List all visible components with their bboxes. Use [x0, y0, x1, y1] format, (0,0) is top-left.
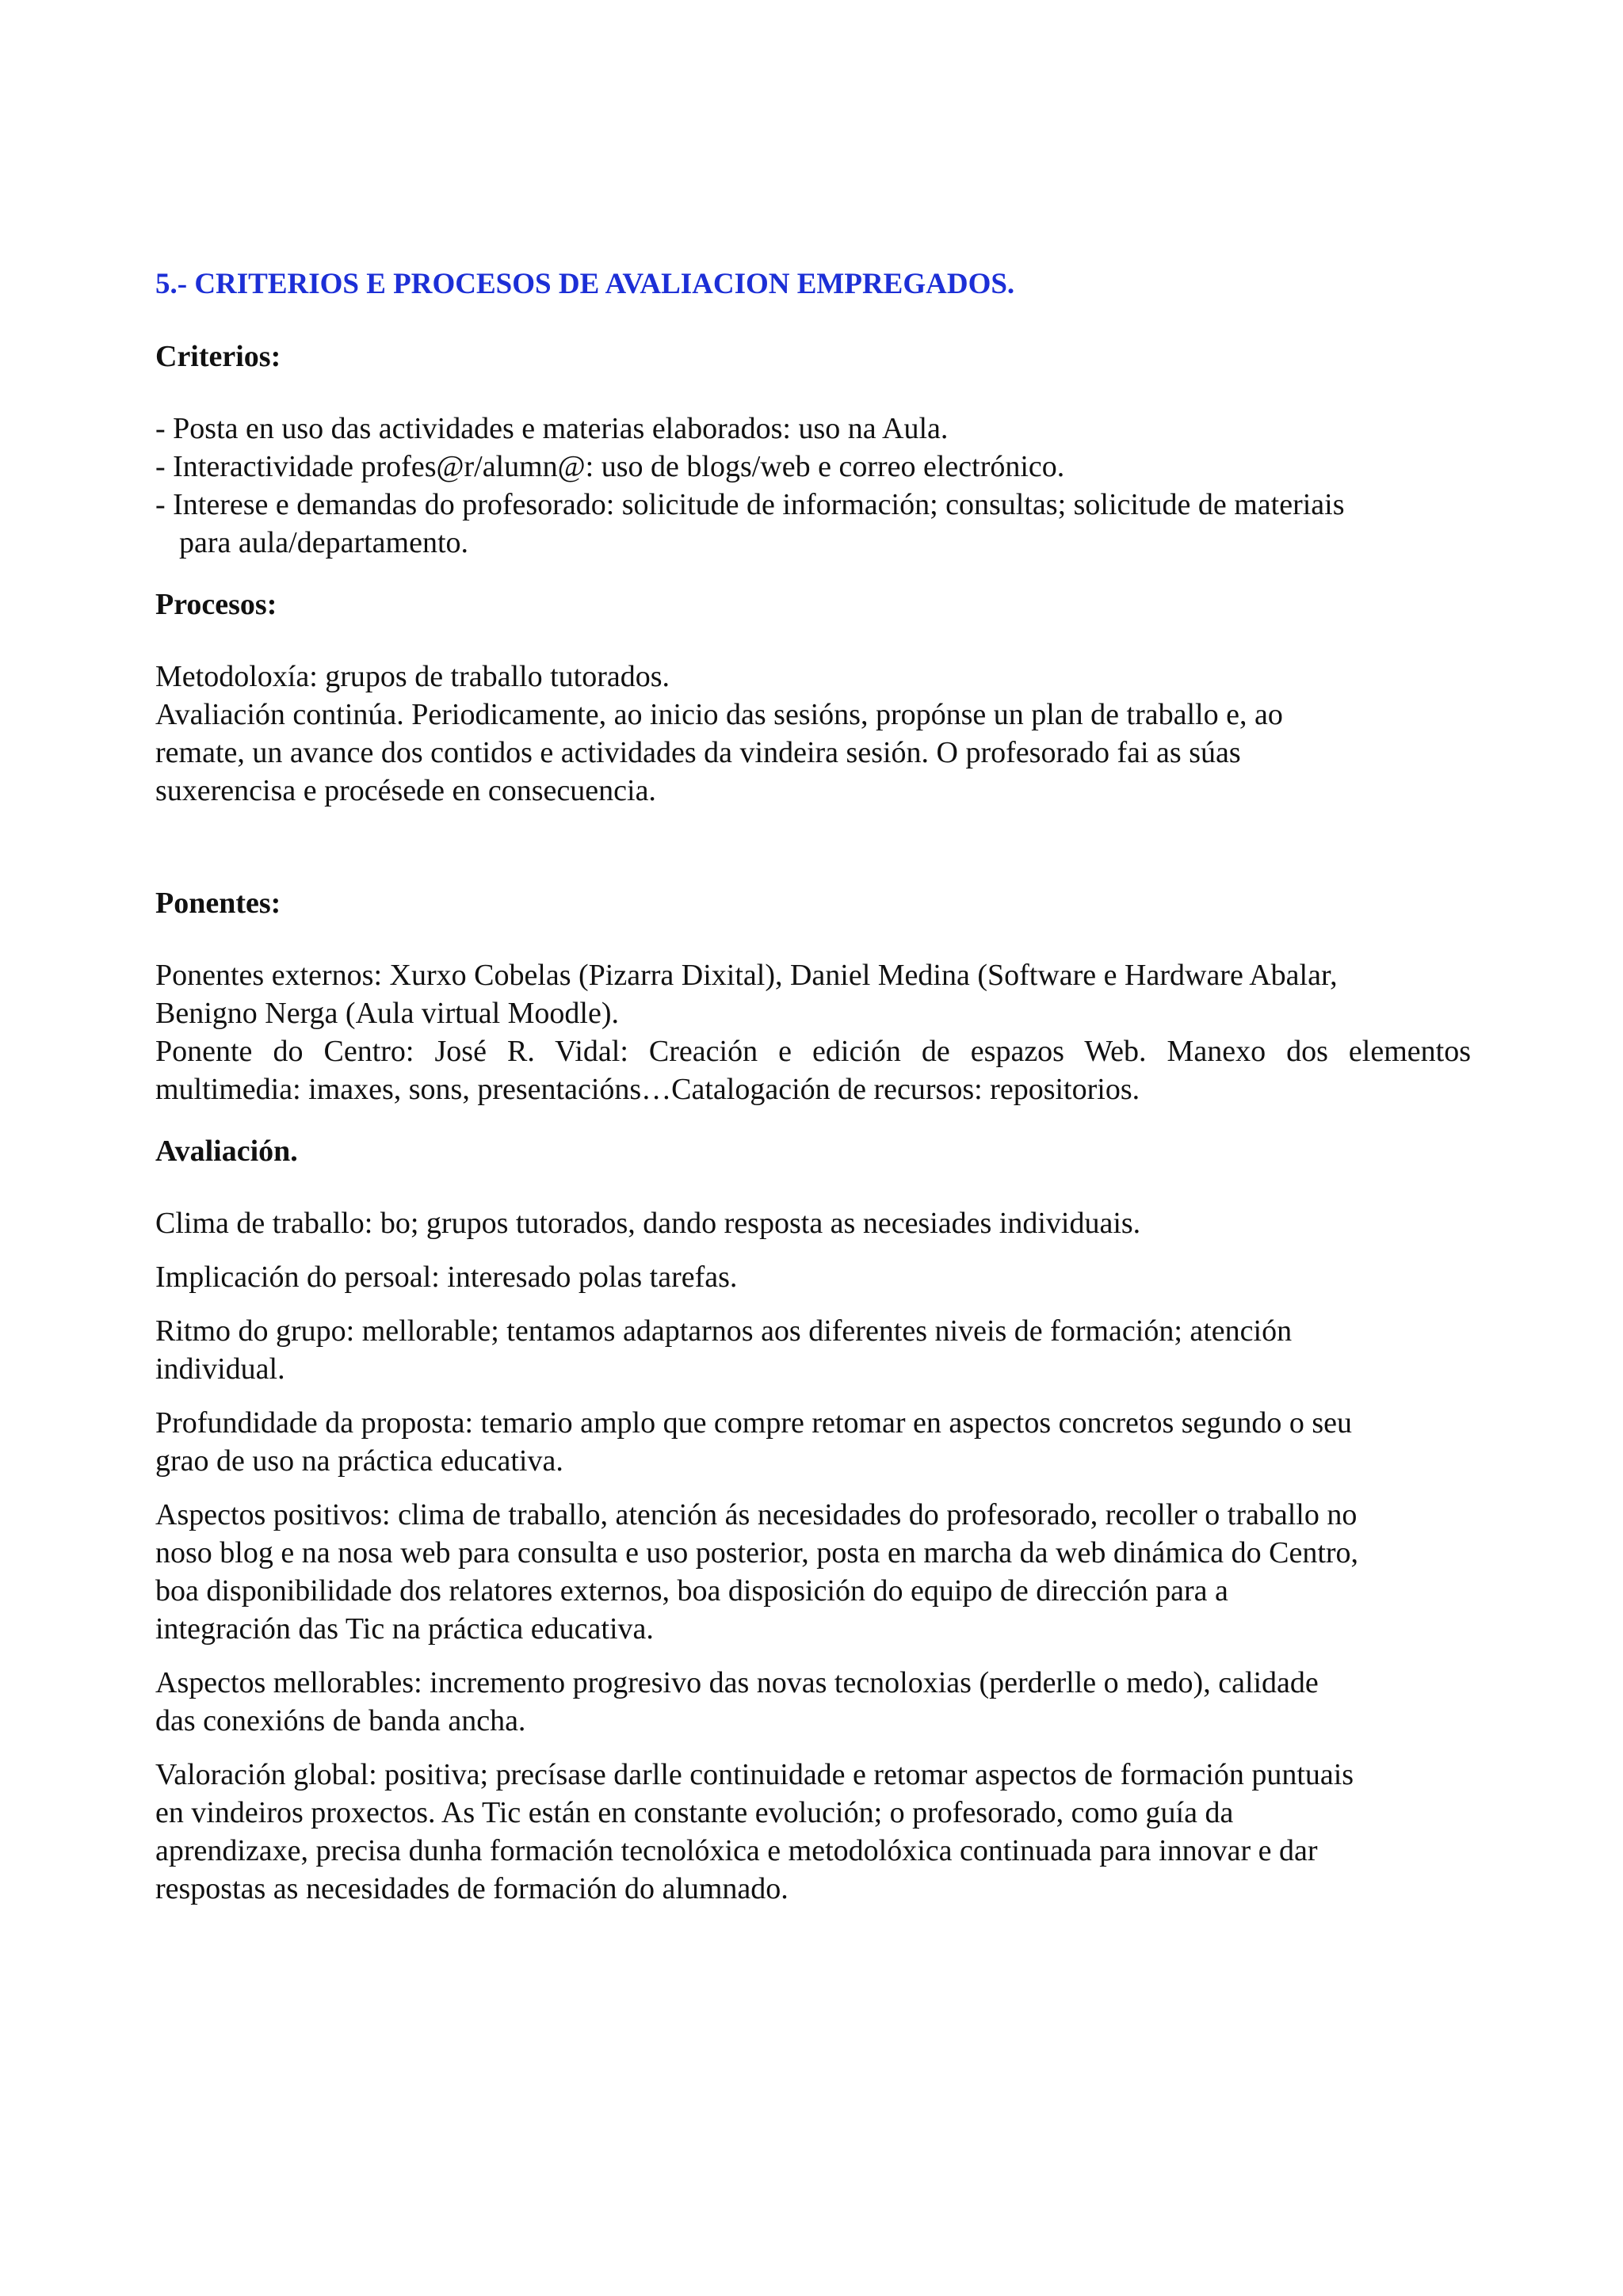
avaliacion-line: integración das Tic na práctica educativa. — [155, 1612, 654, 1646]
avaliacion-line: Valoración global: positiva; precísase darlle continuidade e retomar aspectos de formación puntuais — [155, 1758, 1354, 1791]
ponentes-text — [155, 956, 1471, 1108]
avaliacion-line: individual. — [155, 1352, 285, 1386]
avaliacion-line: das conexións de banda ancha. — [155, 1704, 526, 1737]
procesos-line: remate, un avance dos contidos e actividades da vindeira sesión. O profesorado fai as súas — [155, 736, 1241, 769]
section-title: 5.- CRITERIOS E PROCESOS DE AVALIACION EMPREGADOS. — [155, 268, 1015, 300]
avaliacion-line: respostas as necesidades de formación do alumnado. — [155, 1872, 789, 1905]
procesos-line: Avaliación continúa. Periodicamente, ao inicio das sesións, propónse un plan de traballo e, ao — [155, 698, 1283, 731]
avaliacion-line: boa disponibilidade dos relatores externos, boa disposición do equipo de dirección para a — [155, 1574, 1228, 1608]
criterios-item: para aula/departamento. — [179, 526, 469, 559]
criterios-item: - Interese e demandas do profesorado: solicitude de información; consultas; solicitude de materiais — [155, 488, 1345, 521]
avaliacion-paragraph — [155, 1404, 1471, 1480]
avaliacion-line: Implicación do persoal: interesado polas tarefas. — [155, 1261, 738, 1294]
procesos-line: suxerencisa e procésede en consecuencia. — [155, 774, 656, 807]
avaliacion-paragraph — [155, 1204, 1471, 1242]
avaliacion-line: Ritmo do grupo: mellorable; tentamos adaptarnos aos diferentes niveis de formación; atención — [155, 1314, 1293, 1348]
procesos-text — [155, 658, 1471, 810]
avaliacion-heading: Avaliación. — [155, 1135, 298, 1168]
criterios-item: - Interactividade profes@r/alumn@: uso de blogs/web e correo electrónico. — [155, 450, 1065, 483]
criterios-list — [155, 410, 1471, 562]
avaliacion-paragraph — [155, 1756, 1471, 1908]
avaliacion-line: aprendizaxe, precisa dunha formación tecnolóxica e metodolóxica continuada para innovar e dar — [155, 1834, 1318, 1867]
criterios-heading: Criterios: — [155, 340, 281, 373]
avaliacion-paragraph — [155, 1312, 1471, 1388]
ponentes-heading: Ponentes: — [155, 887, 281, 920]
avaliacion-line: grao de uso na práctica educativa. — [155, 1444, 563, 1478]
ponentes-line: multimedia: imaxes, sons, presentacións…Catalogación de recursos: repositorios. — [155, 1073, 1140, 1106]
avaliacion-paragraph — [155, 1664, 1471, 1740]
ponentes-line: Ponente do Centro: José R. Vidal: Creación e edición de espazos Web. Manexo dos elementos — [155, 1035, 1471, 1068]
criterios-item: - Posta en uso das actividades e materias elaborados: uso na Aula. — [155, 412, 949, 445]
avaliacion-line: en vindeiros proxectos. As Tic están en constante evolución; o profesorado, como guía da — [155, 1796, 1234, 1829]
avaliacion-line: noso blog e na nosa web para consulta e uso posterior, posta en marcha da web dinámica do Centro, — [155, 1536, 1359, 1569]
procesos-heading: Procesos: — [155, 588, 277, 621]
avaliacion-paragraph — [155, 1496, 1471, 1648]
avaliacion-line: Aspectos positivos: clima de traballo, atención ás necesidades do profesorado, recoller o traballo no — [155, 1498, 1358, 1531]
ponentes-line: Benigno Nerga (Aula virtual Moodle). — [155, 997, 619, 1030]
avaliacion-line: Aspectos mellorables: incremento progresivo das novas tecnoloxias (perderlle o medo), calidade — [155, 1666, 1319, 1699]
ponentes-line: Ponentes externos: Xurxo Cobelas (Pizarra Dixital), Daniel Medina (Software e Hardware Abalar, — [155, 959, 1338, 992]
avaliacion-line: Profundidade da proposta: temario amplo que compre retomar en aspectos concretos segundo o seu — [155, 1406, 1353, 1440]
avaliacion-line: Clima de traballo: bo; grupos tutorados, dando resposta as necesiades individuais. — [155, 1207, 1141, 1240]
avaliacion-paragraph — [155, 1258, 1471, 1296]
procesos-line: Metodoloxía: grupos de traballo tutorados. — [155, 660, 670, 693]
document-page — [155, 265, 1471, 1908]
